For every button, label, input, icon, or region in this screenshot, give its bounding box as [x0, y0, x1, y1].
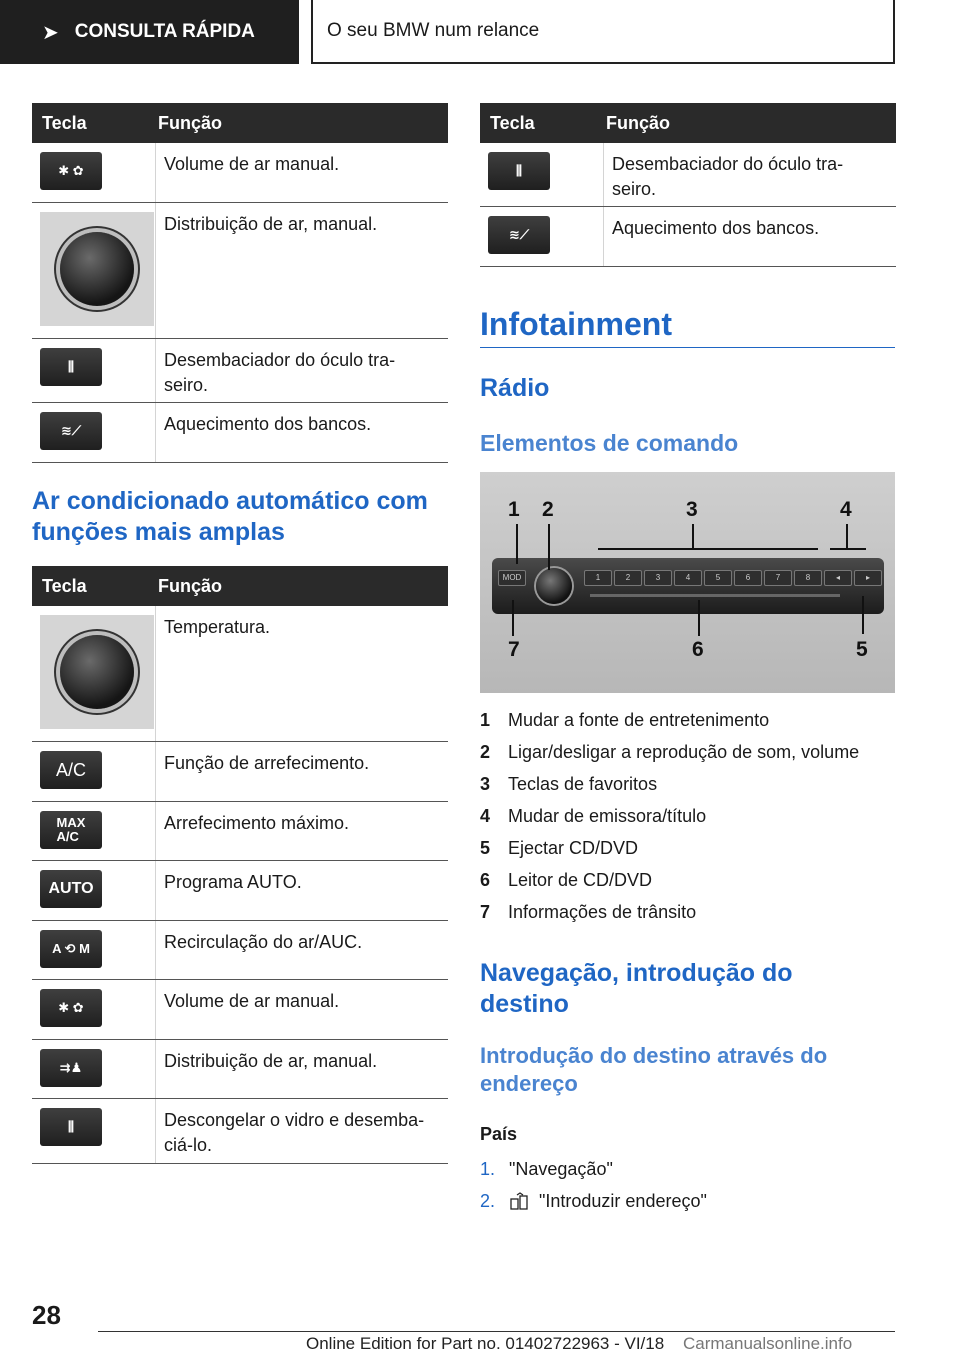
climate-table-right: [480, 103, 896, 267]
table-row: [32, 802, 448, 861]
figure-label-2: 2: [542, 498, 554, 521]
preset-button-icon: 5: [704, 570, 732, 586]
air-distribution-knob-icon: [40, 212, 154, 326]
list-item: 6 Leitor de CD/DVD: [480, 869, 653, 890]
figure-label-7: 7: [508, 638, 520, 661]
function-text: Volume de ar manual.: [164, 991, 340, 1011]
section-title-infotainment: Infotainment: [480, 306, 672, 342]
table-header: [32, 566, 448, 606]
radio-controls-figure: [480, 472, 895, 693]
function-text: Função de arrefecimento.: [164, 753, 370, 773]
header-key: Tecla: [490, 112, 535, 133]
arrow-icon: ➤: [42, 21, 59, 44]
table-row: [32, 1040, 448, 1099]
list-item: 5 Ejectar CD/DVD: [480, 837, 639, 858]
navigation-steps-list: [480, 1153, 900, 1217]
function-text: Aquecimento dos bancos.: [164, 414, 372, 434]
list-item: 1 Mudar a fonte de entretenimento: [480, 709, 770, 730]
temperature-knob-icon: [40, 615, 154, 729]
front-defrost-icon: ⫼: [40, 1108, 102, 1146]
header-key: Tecla: [42, 575, 87, 596]
list-item: 4 Mudar de emissora/título: [480, 805, 707, 826]
volume-knob-icon: [536, 568, 572, 604]
recirculation-icon: A ⟲ M: [40, 930, 102, 968]
function-text: Desembaciador do óculo tra- seiro.: [612, 154, 844, 199]
max-ac-icon: MAX A/C: [40, 811, 102, 849]
preset-button-icon: 7: [764, 570, 792, 586]
radio-legend-list: [480, 704, 900, 928]
footer-watermark: Carmanualsonline.info: [683, 1334, 853, 1353]
function-text: Temperatura.: [164, 617, 271, 637]
seek-forward-icon: ▸: [854, 570, 882, 586]
rear-defrost-icon: ⫼: [488, 152, 550, 190]
table-row: [480, 207, 896, 267]
list-item: 2 Ligar/desligar a reprodução de som, volume: [480, 741, 860, 762]
table-row: [32, 143, 448, 203]
preset-button-icon: 3: [644, 570, 672, 586]
table-row: [32, 403, 448, 463]
seek-back-icon: ◂: [824, 570, 852, 586]
table-row: [32, 339, 448, 403]
table-row: [480, 143, 896, 207]
list-item: 7 Informações de trânsito: [480, 901, 697, 922]
figure-label-5: 5: [856, 638, 868, 661]
table-row: [32, 1099, 448, 1164]
function-text: Aquecimento dos bancos.: [612, 218, 820, 238]
climate-table-manual: [32, 103, 448, 463]
auto-icon: AUTO: [40, 870, 102, 908]
figure-label-6: 6: [692, 638, 704, 661]
function-text: Programa AUTO.: [164, 872, 302, 892]
header-key: Tecla: [42, 112, 87, 133]
address-book-icon: [509, 1192, 529, 1210]
preset-button-icon: 1: [584, 570, 612, 586]
list-item: 2. "Introduzir endereço": [480, 1190, 707, 1211]
table-row: [32, 203, 448, 339]
quick-reference-tab: [0, 0, 299, 64]
table-row: [32, 742, 448, 802]
function-text: Descongelar o vidro e desemba- ciá-lo.: [164, 1110, 425, 1155]
function-text: Distribuição de ar, manual.: [164, 1051, 378, 1071]
subsection-title-radio: Rádio: [480, 374, 550, 402]
figure-label-3: 3: [686, 498, 698, 521]
table-row: [32, 921, 448, 980]
seat-heating-icon: ≋⟋: [40, 412, 102, 450]
subsection-title-navigation: Navegação, introdução do destino: [480, 959, 793, 1018]
seat-heating-icon: ≋⟋: [488, 216, 550, 254]
subsection-title-address: Introdução do destino através do endereço: [480, 1043, 828, 1096]
footer-rule: [98, 1331, 895, 1332]
fan-off-icon: ✱ ✿: [40, 152, 102, 190]
tab-label: CONSULTA RÁPIDA: [74, 21, 255, 42]
page-header: [311, 0, 895, 64]
header-function: Função: [158, 112, 223, 133]
page-number: 28: [32, 1300, 61, 1330]
figure-label-1: 1: [508, 498, 520, 521]
table-row: [32, 861, 448, 921]
figure-label-4: 4: [840, 498, 852, 521]
air-distribution-icon: ⇉♟: [40, 1049, 102, 1087]
table-row: [32, 980, 448, 1040]
header-function: Função: [606, 112, 671, 133]
section-rule: [480, 347, 895, 348]
function-text: Recirculação do ar/AUC.: [164, 932, 363, 952]
function-text: Volume de ar manual.: [164, 154, 340, 174]
table-header: [480, 103, 896, 143]
header-function: Função: [158, 575, 223, 596]
subsection-title-controls: Elementos de comando: [480, 430, 739, 456]
function-text: Arrefecimento máximo.: [164, 813, 350, 833]
table-header: [32, 103, 448, 143]
preset-button-icon: 2: [614, 570, 642, 586]
country-label: País: [480, 1124, 518, 1144]
function-text: Desembaciador do óculo tra- seiro.: [164, 350, 396, 395]
cd-slot: [590, 594, 840, 597]
ac-icon: A/C: [40, 751, 102, 789]
rear-defrost-icon: ⫼: [40, 348, 102, 386]
section-title-ac: Ar condicionado automático com funções mais amplas: [32, 487, 428, 546]
mode-button-icon: MOD: [498, 570, 526, 586]
table-row: [32, 606, 448, 742]
page-header-title: O seu BMW num relance: [327, 20, 540, 41]
climate-table-auto: [32, 566, 448, 1164]
fan-off-icon: ✱ ✿: [40, 989, 102, 1027]
preset-button-icon: 8: [794, 570, 822, 586]
footer-edition: Online Edition for Part no. 01402722963 - VI/18: [306, 1334, 665, 1353]
preset-button-icon: 6: [734, 570, 762, 586]
list-item: 3 Teclas de favoritos: [480, 773, 658, 794]
function-text: Distribuição de ar, manual.: [164, 214, 378, 234]
preset-button-icon: 4: [674, 570, 702, 586]
list-item: 1. "Navegação": [480, 1158, 613, 1179]
